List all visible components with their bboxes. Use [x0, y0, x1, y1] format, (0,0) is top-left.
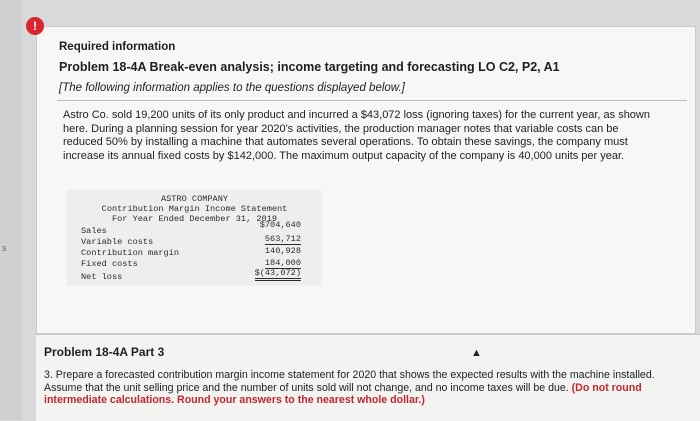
statement-company: ASTRO COMPANY	[160, 194, 229, 204]
gutter-mark: s	[2, 243, 7, 253]
statement-label: Contribution margin	[81, 248, 179, 258]
required-information-card	[36, 26, 696, 334]
statement-amount: $(43,072)	[255, 268, 301, 281]
statement-amount: 140,928	[264, 246, 301, 256]
statement-title: Contribution Margin Income Statement	[101, 204, 288, 214]
statement-label: Net loss	[81, 272, 123, 282]
divider	[57, 100, 687, 101]
statement-label: Sales	[81, 226, 107, 236]
statement-label: Variable costs	[81, 237, 154, 247]
statement-row-net-loss	[81, 268, 301, 283]
income-statement-image	[67, 190, 322, 286]
problem-title: Problem 18-4A Break-even analysis; income targeting and forecasting LO C2, P2, A1	[59, 60, 560, 74]
statement-period: For Year Ended December 31, 2019	[111, 214, 278, 224]
applies-note: [The following information applies to the questions displayed below.]	[59, 82, 405, 94]
mouse-cursor-icon: ▲	[471, 347, 482, 359]
statement-amount: 563,712	[264, 234, 301, 244]
statement-amount: $704,640	[259, 220, 301, 230]
part-title: Problem 18-4A Part 3	[44, 345, 165, 359]
part-3-card	[36, 334, 700, 421]
alert-icon: !	[26, 17, 44, 35]
part-instructions	[44, 369, 694, 407]
left-gutter	[0, 0, 22, 420]
required-information-heading: Required information	[59, 41, 176, 53]
instruction-text: 3. Prepare a forecasted contribution margin income statement for 2020 that shows the expected results with the machine installed. Assume that the unit selling price and the number of units sold will not change, and no income taxes will be due.	[44, 369, 655, 394]
statement-amount: 184,000	[264, 258, 301, 268]
instruction-emphasis: (Do not round intermediate calculations. Round your answers to the nearest whole dollar.)	[44, 381, 642, 406]
statement-label: Fixed costs	[81, 259, 138, 269]
scenario-text: Astro Co. sold 19,200 units of its only product and incurred a $43,072 loss (ignoring taxes) for the current year, as shown here. During a planning session for year 2020's activities, the production manager notes that variable costs can be reduced 50% by installing a machine that automates several operations. To obtain these savings, the company must increase its annual fixed costs by $142,000. The maximum output capacity of the company is 40,000 units per year.	[63, 109, 650, 162]
